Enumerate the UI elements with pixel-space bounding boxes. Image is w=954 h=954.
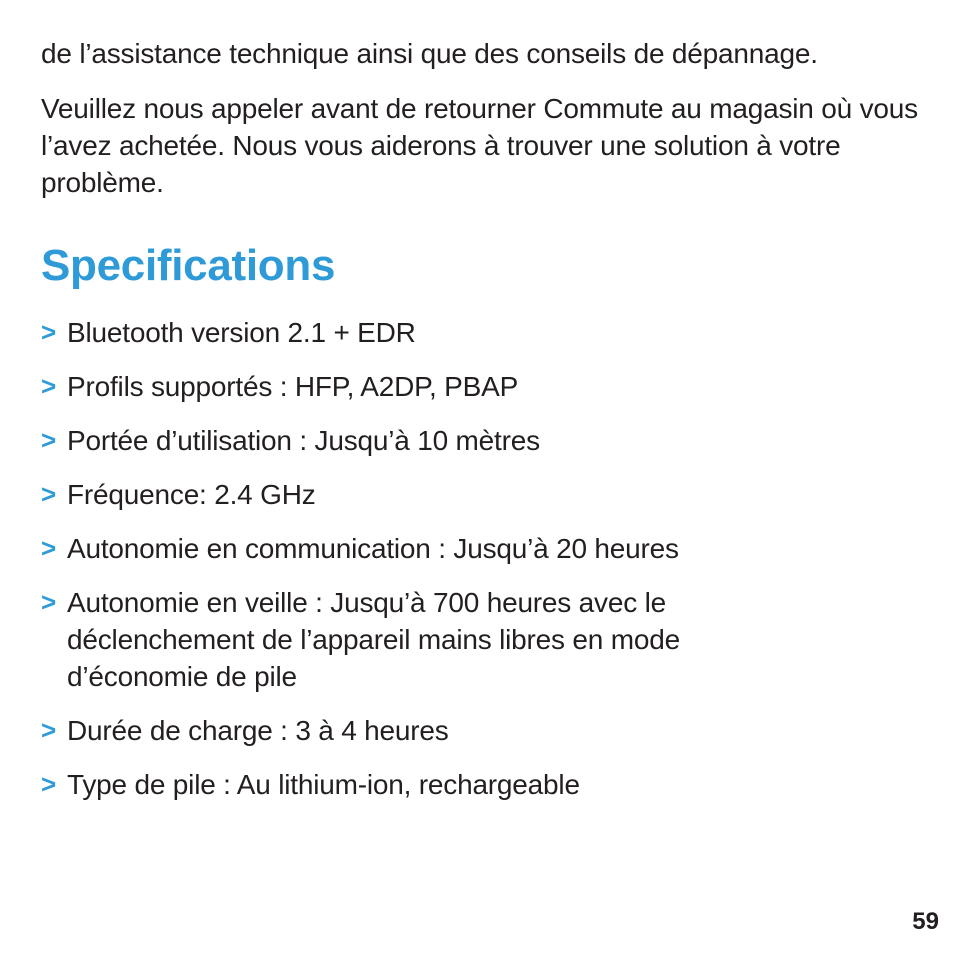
- chevron-right-icon: >: [41, 317, 56, 347]
- spec-item-text: Type de pile : Au lithium-ion, rechargeable: [67, 769, 580, 800]
- specifications-list: [41, 314, 921, 820]
- spec-item: [41, 584, 921, 695]
- spec-item: [41, 530, 921, 567]
- chevron-right-icon: >: [41, 533, 56, 563]
- spec-item-text: Profils supportés : HFP, A2DP, PBAP: [67, 371, 519, 402]
- spec-item-text: Fréquence: 2.4 GHz: [67, 479, 316, 510]
- intro-paragraph-1: de l’assistance technique ainsi que des conseils de dépannage.: [41, 38, 818, 69]
- chevron-right-icon: >: [41, 479, 56, 509]
- spec-item: [41, 314, 921, 351]
- spec-item-text: Autonomie en communication : Jusqu’à 20 heures: [67, 533, 679, 564]
- spec-item-text: Portée d’utilisation : Jusqu’à 10 mètres: [67, 425, 540, 456]
- spec-item: [41, 476, 921, 513]
- spec-item: [41, 712, 921, 749]
- chevron-right-icon: >: [41, 769, 56, 799]
- spec-item-text: Durée de charge : 3 à 4 heures: [67, 715, 449, 746]
- page-number: 59: [912, 908, 939, 935]
- spec-item-text: Bluetooth version 2.1 + EDR: [67, 317, 416, 348]
- section-title: Specifications: [41, 241, 336, 290]
- chevron-right-icon: >: [41, 371, 56, 401]
- chevron-right-icon: >: [41, 425, 56, 455]
- chevron-right-icon: >: [41, 587, 56, 617]
- spec-item-text: Autonomie en veille : Jusqu’à 700 heures avec le déclenchement de l’appareil mains libres en mode d’économie de pile: [67, 587, 680, 692]
- spec-item: [41, 766, 921, 803]
- chevron-right-icon: >: [41, 715, 56, 745]
- spec-item: [41, 422, 921, 459]
- spec-item: [41, 368, 921, 405]
- intro-paragraph-2: Veuillez nous appeler avant de retourner Commute au magasin où vous l’avez achetée. Nous vous aiderons à trouver une solution à votre problème.: [41, 93, 918, 198]
